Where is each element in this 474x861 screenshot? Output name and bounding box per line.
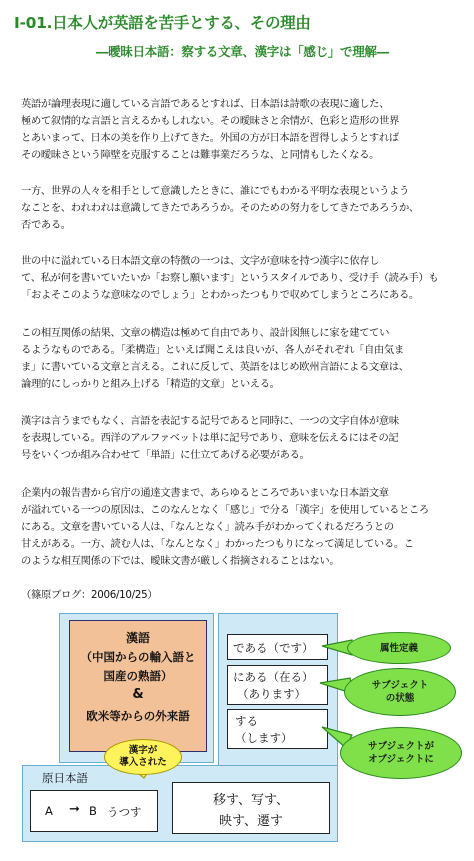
paragraph-4: この相互関係の結果、文章の構造は極めて自由であり、設計図無しに家を建ててい るようなものである。「柔構造」といえば聞こえは良いが、各人がそれぞれ「自由気ま ま」に書いている文章と言える。これに反して、英語をはじめ欧州言語による文章は、 論理的にしっかりと組み上げる「精造的文章」といえる。 [21,327,409,390]
attr-definition-callout [347,632,451,664]
subject-state-line-1: サブジェクト [371,680,429,691]
kango-line-2: 国産の熟語） [103,669,173,683]
paragraph-2: 一方、世界の人々を相手として意識したときに、誰にでもわかる平明な表現というよう なことを、われわれは意識してきたであろうか。そのための努力をしてきたであろうか、 否である。 [21,185,419,231]
subject-object-line-1: サブジェクトが [368,741,434,752]
paragraph-5: 漢字は言うまでもなく、言語を表記する記号であると同時に、一つの文字自体が意味 を表現している。西洋のアルファベットは単に記号であり、意味を伝えるにはその記 号をいくつか組み合わせて「単語」に仕立てあげる必要がある。 [21,415,399,461]
kanji-introduced-line-1: 漢字が [128,745,158,756]
attr-definition-label: 属性定義 [379,642,418,654]
arrow-icon: ➞ [69,802,80,817]
paragraph-6: 企業内の報告書から官庁の通達文書まで、あらゆるところであいまいな日本語文章 が溢れている一つの原因は、このなんとなく「感じ」で分る「漢字」を使用しているところ にある。文章を書いている人は、「なんとなく」読み手がわかってくれるだろうとの 甘えがある。一方、読む人は、「なんとなく」わかったつもりになって満足している。こ のような相互関係の下では、曖昧文書が厳しく指摘されることはない。 [21,487,429,567]
gen-nihongo-title: 原日本語 [42,771,88,785]
a-label: A [45,804,53,818]
kanji-verbs-line-2: 映す、遷す [219,814,283,829]
subject-object-line-2: オブジェクトに [368,754,434,765]
utsusu-label: うつす [107,805,142,819]
subject-state-line-2: の状態 [385,693,415,704]
ni-aru-label-2: （あります） [237,687,306,701]
suru-label-1: する [235,714,258,728]
kanji-introduced-callout [104,739,182,775]
subject-state-callout [344,668,456,716]
kango-title: 漢語 [125,631,150,645]
ni-aru-label-1: にある（在る） [233,670,314,684]
paragraph-3: 世の中に溢れている日本語文章の特徴の一つは、文字が意味を持つ漢字に依存し て、私が何を書いていたいか「お察し願います」というスタイルであり、受け手（読み手）も 「およそこのような意味なのでしょう」とわかったつもりで収めてしまうところにある。 [21,255,439,301]
kango-ampersand: & [132,687,144,702]
kanji-introduced-line-2: 導入された [119,757,167,768]
kanji-verbs-line-1: 移す、写す、 [213,793,289,808]
page-subtitle: ―曖昧日本語：察する文章、漢字は「感じ」で理解― [96,44,389,59]
kango-line-3: 欧米等からの外来語 [86,709,190,723]
paragraph-1: 英語が論理表現に適している言語であるとすれば、日本語は詩歌の表現に適した、 極めて叙情的な言語と言えるかもしれない。その曖昧さと余情が、色彩と造形の世界 とあいまって、日本の美を作り上げてきた。外国の方が日本語を習得しようとすれば その曖昧さという障壁を克服することは難事業だろうな、と同情もしたくなる。 [21,98,399,161]
b-label: B [89,804,97,818]
source-citation: （篠原ブログ：2006/10/25） [21,589,158,601]
suru-label-2: （します） [235,731,293,745]
kango-line-1: （中国からの輸入語と [80,650,196,664]
subject-object-callout [340,727,462,779]
page-title: Ⅰ-01.日本人が英語を苦手とする、その理由 [14,14,311,32]
de-aru-label: である（です） [233,641,314,655]
